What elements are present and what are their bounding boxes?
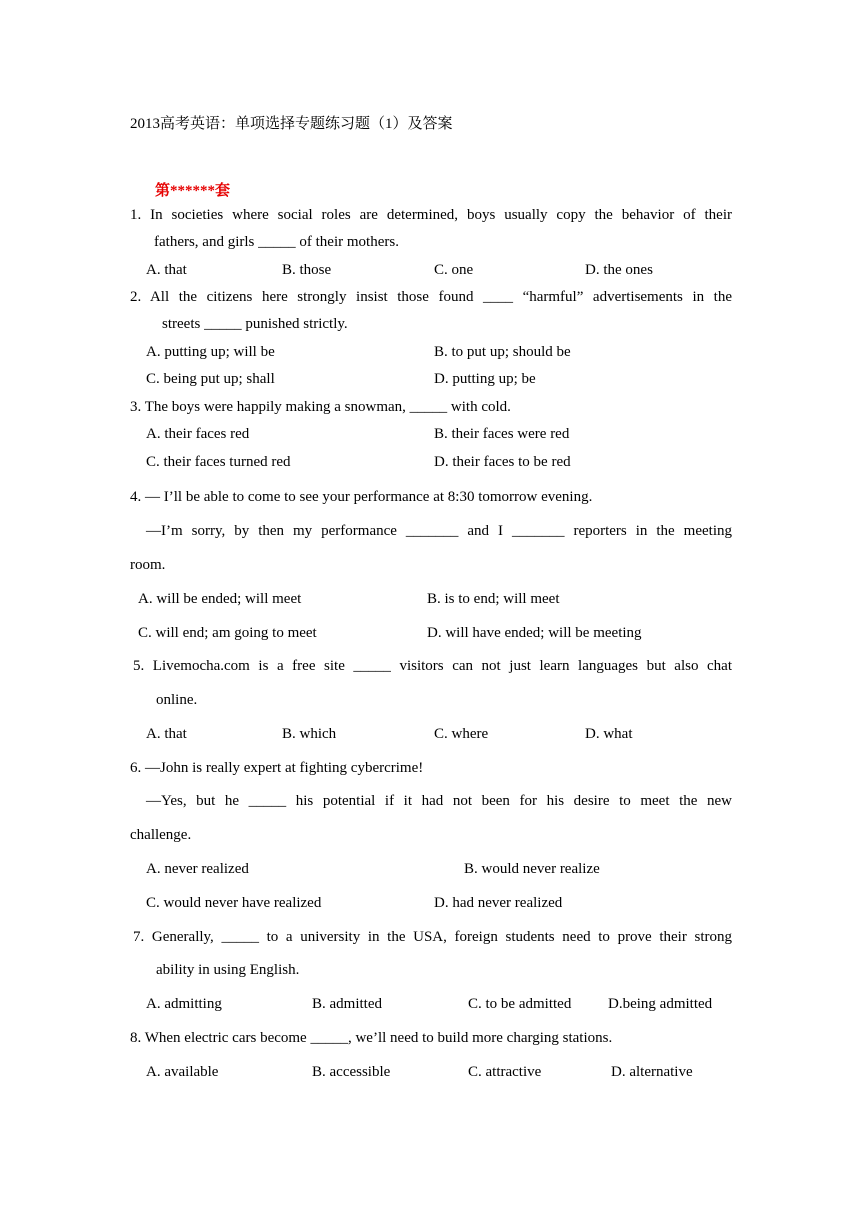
q7-option-b: B. admitted (312, 996, 382, 1012)
q1-option-a: A. that (146, 262, 187, 278)
q6-stem-line3: challenge. (130, 827, 192, 843)
document-title: 2013高考英语：单项选择专题练习题（1）及答案 (130, 116, 453, 132)
q5-option-b: B. which (282, 726, 337, 742)
q4-option-d: D. will have ended; will be meeting (427, 625, 642, 641)
q1-stem-line1: 1. In societies where social roles are determined, boys usually copy the behavior of their (130, 207, 732, 223)
q8-option-a: A. available (146, 1064, 219, 1080)
q6-option-a: A. never realized (146, 861, 249, 877)
q8-option-c: C. attractive (468, 1064, 542, 1080)
q8-stem-line1: 8. When electric cars become _____, we’ll need to build more charging stations. (130, 1030, 613, 1046)
q1-stem-line2: fathers, and girls _____ of their mothers. (154, 234, 399, 250)
q7-option-a: A. admitting (146, 996, 222, 1012)
q1-option-c: C. one (434, 262, 474, 278)
q8-option-b: B. accessible (312, 1064, 391, 1080)
q5-stem-line1: 5. Livemocha.com is a free site _____ visitors can not just learn languages but also chat (133, 658, 732, 674)
q6-stem-line2: —Yes, but he _____ his potential if it had not been for his desire to meet the new (146, 793, 732, 809)
q7-stem-line1: 7. Generally, _____ to a university in the USA, foreign students need to prove their strong (133, 929, 732, 945)
q3-option-a: A. their faces red (146, 426, 250, 442)
q5-option-d: D. what (585, 726, 633, 742)
q5-stem-line2: online. (156, 692, 198, 708)
q6-option-b: B. would never realize (464, 861, 600, 877)
q1-option-d: D. the ones (585, 262, 653, 278)
q4-stem-line3: room. (130, 557, 166, 573)
q2-option-b: B. to put up; should be (434, 344, 571, 360)
q4-option-c: C. will end; am going to meet (138, 625, 317, 641)
q3-stem-line1: 3. The boys were happily making a snowman, _____ with cold. (130, 399, 511, 415)
q2-option-c: C. being put up; shall (146, 371, 275, 387)
q7-option-c: C. to be admitted (468, 996, 572, 1012)
q5-option-c: C. where (434, 726, 489, 742)
q2-option-a: A. putting up; will be (146, 344, 275, 360)
q4-stem-line1: 4. — I’ll be able to come to see your performance at 8:30 tomorrow evening. (130, 489, 593, 505)
q1-option-b: B. those (282, 262, 332, 278)
set-heading: 第******套 (155, 183, 231, 199)
q7-stem-line2: ability in using English. (156, 962, 300, 978)
q2-stem-line2: streets _____ punished strictly. (162, 316, 348, 332)
q6-option-d: D. had never realized (434, 895, 563, 911)
q2-option-d: D. putting up; be (434, 371, 536, 387)
q3-option-c: C. their faces turned red (146, 454, 291, 470)
q7-option-d: D.being admitted (608, 996, 713, 1012)
q4-stem-line2: —I’m sorry, by then my performance _______ and I _______ reporters in the meeting (146, 523, 732, 539)
q8-option-d: D. alternative (611, 1064, 693, 1080)
q3-option-b: B. their faces were red (434, 426, 570, 442)
q2-stem-line1: 2. All the citizens here strongly insist those found ____ “harmful” advertisements in the (130, 289, 732, 305)
q5-option-a: A. that (146, 726, 187, 742)
q6-option-c: C. would never have realized (146, 895, 322, 911)
q6-stem-line1: 6. —John is really expert at fighting cybercrime! (130, 760, 424, 776)
q3-option-d: D. their faces to be red (434, 454, 571, 470)
q4-option-a: A. will be ended; will meet (138, 591, 302, 607)
q4-option-b: B. is to end; will meet (427, 591, 560, 607)
